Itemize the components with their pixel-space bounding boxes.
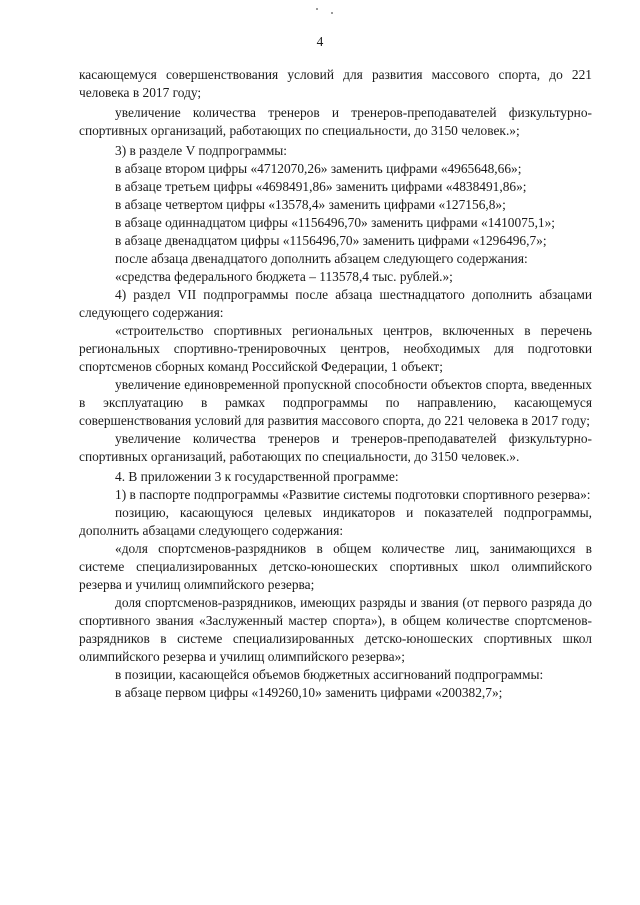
paragraph: 3) в разделе V подпрограммы:	[115, 143, 288, 158]
paragraph: 4) раздел VII подпрограммы после абзаца шестнадцатого дополнить абзацами следующего содержания:	[79, 287, 592, 320]
paragraph: в абзаце одиннадцатом цифры «1156496,70» заменить цифрами «1410075,1»;	[115, 215, 556, 230]
paragraph: 1) в паспорте подпрограммы «Развитие системы подготовки спортивного резерва»:	[115, 487, 591, 502]
paragraph: 4. В приложении 3 к государственной программе:	[115, 469, 399, 484]
scan-speck	[331, 12, 333, 14]
paragraph: «строительство спортивных региональных центров, включенных в перечень региональных спортивно-тренировочных центров, необходимых для подготовки спортсменов сборных команд Российской Федерации, 1 объект;	[79, 323, 592, 374]
paragraph: в абзаце втором цифры «4712070,26» заменить цифрами «4965648,66»;	[115, 161, 522, 176]
paragraph: «средства федерального бюджета – 113578,4 тыс. рублей.»;	[115, 269, 453, 284]
paragraph: в абзаце двенадцатом цифры «1156496,70» заменить цифрами «1296496,7»;	[115, 233, 547, 248]
page-number: 4	[316, 34, 324, 49]
paragraph: «доля спортсменов-разрядников в общем количестве лиц, занимающихся в системе специализированных детско-юношеских спортивных школ олимпийского резерва и училищ олимпийского резерва;	[79, 541, 592, 592]
document-body	[79, 66, 592, 702]
paragraph: в позиции, касающейся объемов бюджетных ассигнований подпрограммы:	[115, 667, 544, 682]
paragraph: увеличение единовременной пропускной способности объектов спорта, введенных в эксплуатацию в рамках подпрограммы по направлению, касающемуся совершенствования условий для развития массового спорта, до 221 человека в 2017 году;	[79, 377, 592, 428]
paragraph: касающемуся совершенствования условий для развития массового спорта, до 221 человека в 2017 году;	[79, 67, 592, 100]
paragraph: в абзаце третьем цифры «4698491,86» заменить цифрами «4838491,86»;	[115, 179, 527, 194]
paragraph: в абзаце четвертом цифры «13578,4» заменить цифрами «127156,8»;	[115, 197, 506, 212]
paragraph: доля спортсменов-разрядников, имеющих разряды и звания (от первого разряда до спортивного звания «Заслуженный мастер спорта»), в общем количестве спортсменов-разрядников в системе специализированных детско-юношеских спортивных школ олимпийского резерва и училищ олимпийского резерва»;	[79, 595, 592, 664]
paragraph: увеличение количества тренеров и тренеров-преподавателей физкультурно-спортивных организаций, работающих по специальности, до 3150 человек.».	[79, 431, 592, 464]
paragraph: в абзаце первом цифры «149260,10» заменить цифрами «200382,7»;	[115, 685, 503, 700]
scan-speck	[316, 8, 318, 10]
paragraph: увеличение количества тренеров и тренеров-преподавателей физкультурно-спортивных организаций, работающих по специальности, до 3150 человек.»;	[79, 105, 592, 138]
paragraph: после абзаца двенадцатого дополнить абзацем следующего содержания:	[115, 251, 528, 266]
paragraph: позицию, касающуюся целевых индикаторов и показателей подпрограммы, дополнить абзацами следующего содержания:	[79, 505, 592, 538]
